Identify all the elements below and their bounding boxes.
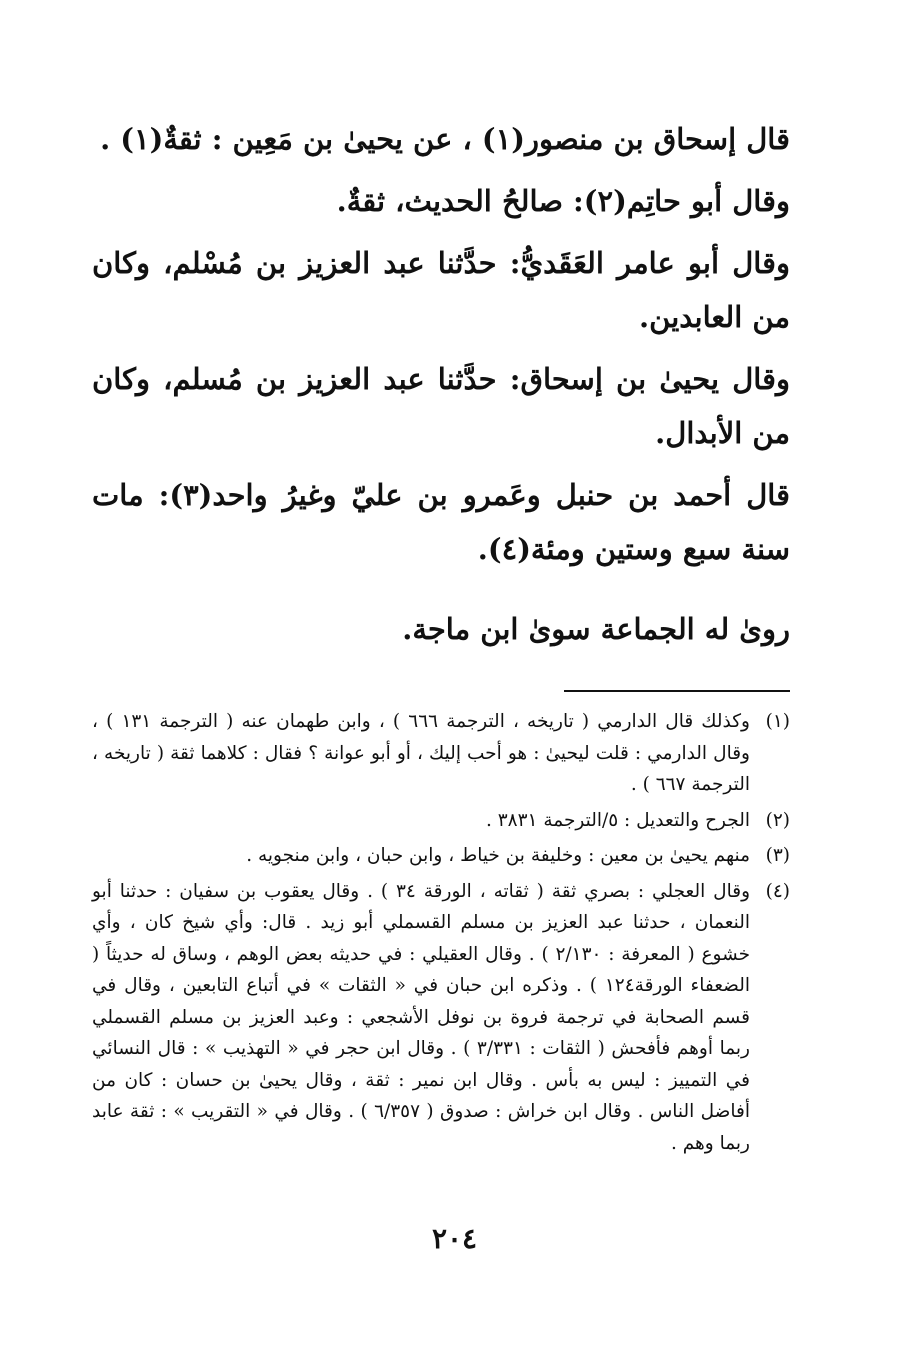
- footnote-text: وقال العجلي : بصري ثقة ( ثقاته ، الورقة ٣٤ ) . وقال يعقوب بن سفيان : حدثنا أبو النعمان ، حدثنا عبد العزيز بن مسلم القسملي أبو زيد . قال: وأي شيخ كان ، وأي خشوع ( المعرفة : ٢/١٣٠ ) . وقال العقيلي : في حديثه بعض الوهم ، وساق له حديثاً ( الضعفاء الورقة١٢٤ ) . وذكره ابن حبان في « الثقات » في أتباع التابعين ، وقال في قسم الصحابة في ترجمة فروة بن نوفل الأشجعي : وعبد العزيز بن مسلم القسملي ربما أوهم فأفحش ( الثقات : ٣/٣٣١ ) . وقال ابن حجر في « التهذيب » : قال النسائي في التمييز : ليس به بأس . وقال ابن نمير : ثقة ، وقال يحيىٰ بن حسان : كان من أفاضل الناس . وقال ابن خراش : صدوق ( ٦/٣٥٧ ) . وقال في « التقريب » : ثقة عابد ربما وهم .: [92, 880, 751, 1154]
- footnote-number: (٢): [765, 809, 790, 831]
- footnote: [92, 876, 790, 1160]
- footnote-text: وكذلك قال الدارمي ( تاريخه ، الترجمة ٦٦٦ ) ، وابن طهمان عنه ( الترجمة ١٣١ ) ، وقال الدارمي : قلت ليحيىٰ : هو أحب إليك ، أو أبو عوانة ؟ فقال : كلاهما ثقة ( تاريخه ، الترجمة ٦٦٧ ) .: [92, 711, 750, 795]
- page-number: ٢٠٤: [431, 1222, 478, 1255]
- footnote-number: (١): [765, 711, 790, 732]
- footnote: [92, 706, 790, 801]
- paragraph-2: وقال أبو حاتِم(٢): صالحُ الحديث، ثقةٌ.: [336, 184, 790, 218]
- footnote: [92, 840, 790, 872]
- book-page: [92, 112, 790, 1163]
- footnote-number: (٣): [765, 845, 790, 866]
- paragraph-4: وقال يحيىٰ بن إسحاق: حدَّثنا عبد العزيز بن مُسلم، وكان من الأبدال.: [92, 362, 790, 450]
- footnote-text: منهم يحيىٰ بن معين : وخليفة بن خياط ، وابن حبان ، وابن منجويه .: [246, 845, 750, 866]
- paragraph-5: قال أحمد بن حنبل وعَمرو بن عليّ وغيرُ واحد(٣): مات سنة سبع وستين ومئة(٤).: [92, 478, 790, 566]
- footnote-separator: [564, 690, 790, 692]
- footnote: [92, 805, 790, 837]
- paragraph-6: روىٰ له الجماعة سوىٰ ابن ماجة.: [402, 612, 790, 646]
- footnotes: [92, 706, 790, 1159]
- paragraph-3: وقال أبو عامر العَقَديُّ: حدَّثنا عبد العزيز بن مُسْلم، وكان من العابدين.: [92, 246, 790, 334]
- paragraph-1: قال إسحاق بن منصور(١) ، عن يحيىٰ بن مَعِين : ثقةٌ(١) .: [100, 122, 790, 156]
- main-text: [92, 112, 790, 656]
- footnote-number: (٤): [765, 880, 790, 902]
- footnote-text: الجرح والتعديل : ٥/الترجمة ٣٨٣١ .: [485, 809, 750, 831]
